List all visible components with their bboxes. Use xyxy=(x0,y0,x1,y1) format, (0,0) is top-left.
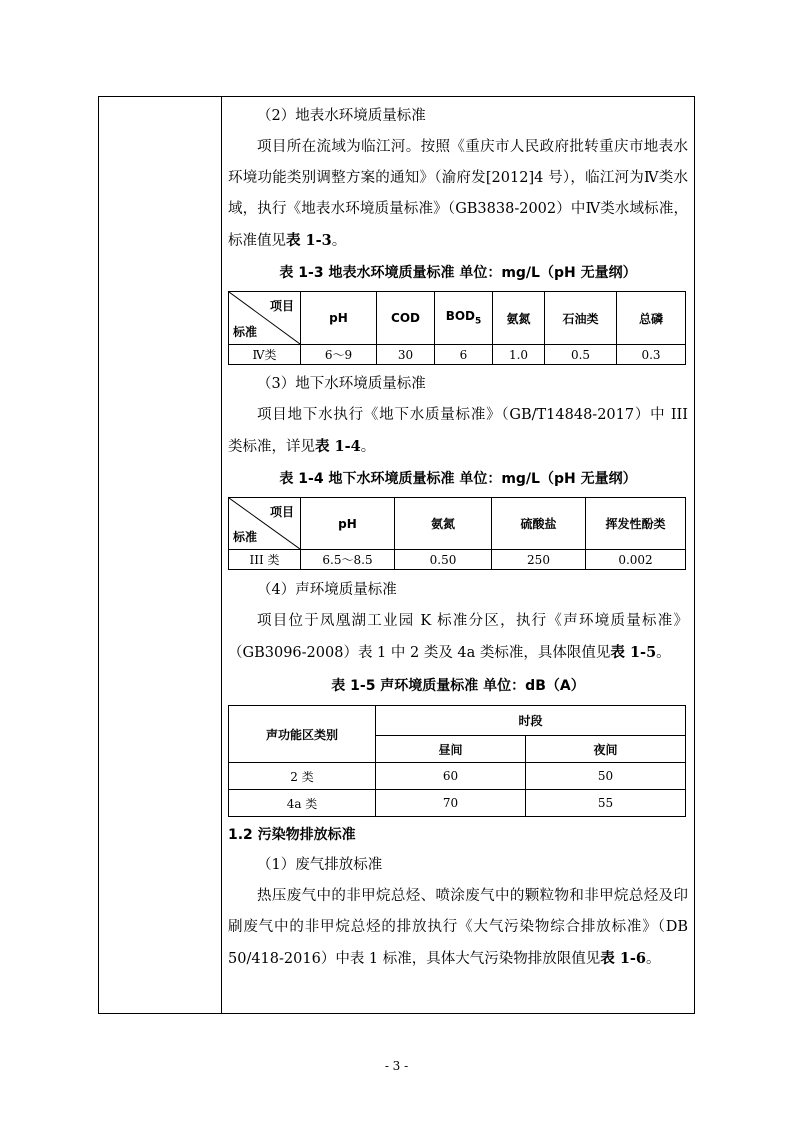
page-number: - 3 - xyxy=(384,1059,409,1073)
table-ref-1-6: 表 1-6 xyxy=(600,950,647,967)
header-petroleum: 石油类 xyxy=(545,292,617,345)
table-1-5 xyxy=(228,705,686,817)
cell-value: 55 xyxy=(526,790,686,817)
surface-water-heading: （2）地表水环境质量标准 xyxy=(257,108,426,124)
header-cod: COD xyxy=(377,292,435,345)
table-ref-1-4: 表 1-4 xyxy=(315,438,361,455)
cell-value: 0.3 xyxy=(617,345,686,365)
table-row xyxy=(229,790,686,817)
header-ph: pH xyxy=(301,498,395,550)
header-total-phosphorus: 总磷 xyxy=(617,292,686,345)
surface-water-paragraph: 项目所在流域为临江河。按照《重庆市人民政府批转重庆市地表水环境功能类别调整方案的通知》（渝府发[2012]4 号），临江河为Ⅳ类水域，执行《地表水环境质量标准》（GB3838-2002）中Ⅳ类水域标准，标准值见表 1-3。 xyxy=(228,139,688,249)
cell-value: 6 xyxy=(435,345,493,365)
header-function-zone: 声功能区类别 xyxy=(229,706,376,763)
table-row xyxy=(229,345,686,365)
header-nighttime: 夜间 xyxy=(526,736,686,763)
table-ref-1-3: 表 1-3 xyxy=(286,232,332,249)
header-ammonia: 氨氮 xyxy=(395,498,492,550)
table-1-4-caption: 表 1-4 地下水环境质量标准 单位：mg/L（pH 无量纲） xyxy=(279,471,637,487)
header-sulfate: 硫酸盐 xyxy=(492,498,586,550)
cell-value: 6～9 xyxy=(301,345,377,365)
cell-value: 50 xyxy=(526,763,686,790)
header-bod5: $BOD_5$ xyxy=(435,292,493,345)
table-1-3 xyxy=(228,291,686,365)
section-1-2-title: 1.2 污染物排放标准 xyxy=(228,827,356,843)
header-volatile-phenols: 挥发性酚类 xyxy=(586,498,686,550)
cell-value: 0.002 xyxy=(586,550,686,570)
row-label: III 类 xyxy=(229,550,301,570)
groundwater-heading: （3）地下水环境质量标准 xyxy=(257,376,426,392)
groundwater-paragraph: 项目地下水执行《地下水质量标准》（GB/T14848-2017）中 III 类标准，详见表 1-4。 xyxy=(228,407,688,455)
row-label: 4a 类 xyxy=(229,790,376,817)
cell-value: 70 xyxy=(376,790,526,817)
cell-value: 0.50 xyxy=(395,550,492,570)
cell-value: 1.0 xyxy=(493,345,545,365)
cell-value: 0.5 xyxy=(545,345,617,365)
row-label: Ⅳ类 xyxy=(229,345,301,365)
table-1-4 xyxy=(228,497,686,570)
table-ref-1-5: 表 1-5 xyxy=(610,644,657,661)
table-1-5-caption: 表 1-5 声环境质量标准 单位：dB（A） xyxy=(331,678,585,694)
table-row xyxy=(229,550,686,570)
exhaust-gas-heading: （1）废气排放标准 xyxy=(257,857,383,873)
header-ph: pH xyxy=(301,292,377,345)
exhaust-gas-paragraph: 热压废气中的非甲烷总烃、喷涂废气中的颗粒物和非甲烷总烃及印刷废气中的非甲烷总烃的排放执行《大气污染物综合排放标准》（DB 50/418-2016）中表 1 标准，具体大气污染物排放限值见表 1-6。 xyxy=(228,888,688,967)
header-time-period: 时段 xyxy=(376,706,686,736)
cell-value: 30 xyxy=(377,345,435,365)
cell-value: 250 xyxy=(492,550,586,570)
header-ammonia: 氨氮 xyxy=(493,292,545,345)
cell-value: 6.5～8.5 xyxy=(301,550,395,570)
left-label-column xyxy=(99,97,222,1013)
noise-paragraph: 项目位于凤凰湖工业园 K 标准分区，执行《声环境质量标准》（GB3096-2008）表 1 中 2 类及 4a 类标准，具体限值见表 1-5。 xyxy=(228,613,688,661)
cell-value: 60 xyxy=(376,763,526,790)
table-1-3-diagonal-header: 项目 标准 xyxy=(229,292,301,345)
document-frame-table xyxy=(98,96,695,1014)
table-1-3-caption: 表 1-3 地表水环境质量标准 单位：mg/L（pH 无量纲） xyxy=(279,265,637,281)
header-daytime: 昼间 xyxy=(376,736,526,763)
table-1-4-diagonal-header: 项目 标准 xyxy=(229,498,301,550)
row-label: 2 类 xyxy=(229,763,376,790)
noise-heading: （4）声环境质量标准 xyxy=(257,582,397,598)
table-row xyxy=(229,763,686,790)
